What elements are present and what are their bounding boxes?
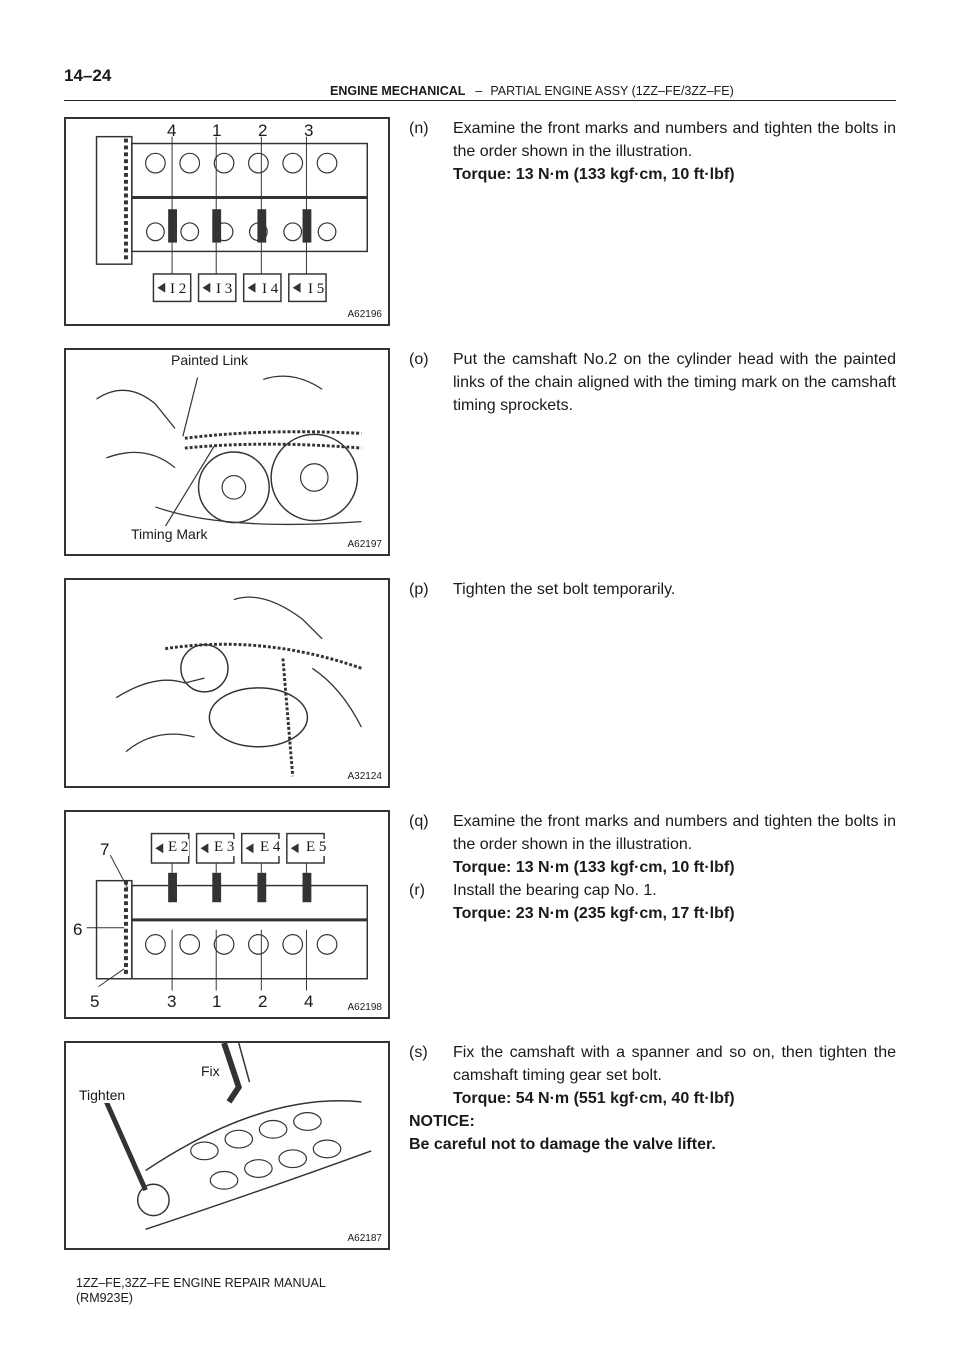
bolt-order-number: 6 bbox=[73, 920, 83, 939]
step-text: Examine the front marks and numbers and tighten the bolts in the order shown in the illustration. bbox=[453, 120, 896, 160]
illustration-hands-set-bolt bbox=[66, 580, 388, 786]
cap-mark: I 5 bbox=[308, 281, 325, 297]
figure-code: A62187 bbox=[347, 1233, 382, 1244]
bolt-order-number: 1 bbox=[212, 992, 222, 1011]
illustration-chain-sprockets bbox=[66, 350, 388, 554]
torque-spec: Torque: 54 N·m (551 kgf·cm, 40 ft·lbf) bbox=[453, 1090, 735, 1107]
figure-camshaft-bearing-caps-exhaust bbox=[64, 810, 390, 1019]
step-s bbox=[409, 1041, 896, 1156]
figure-fix-and-tighten bbox=[64, 1041, 390, 1250]
figure-camshaft-bearing-caps-intake bbox=[64, 117, 390, 326]
torque-spec: Torque: 23 N·m (235 kgf·cm, 17 ft·lbf) bbox=[453, 905, 735, 922]
subsection-title: PARTIAL ENGINE ASSY (1ZZ–FE/3ZZ–FE) bbox=[490, 84, 734, 98]
bolt-order-number: 3 bbox=[167, 992, 177, 1011]
cap-mark: E 4 bbox=[260, 839, 281, 855]
step-letter: (s) bbox=[409, 1044, 428, 1061]
step-letter: (r) bbox=[409, 882, 425, 899]
cap-mark: I 4 bbox=[262, 281, 279, 297]
figure-code: A32124 bbox=[347, 771, 382, 782]
bolt-order-number: 5 bbox=[90, 992, 100, 1011]
step-letter: (p) bbox=[409, 581, 429, 598]
figure-code: A62198 bbox=[347, 1002, 382, 1013]
header-separator: – bbox=[475, 84, 483, 98]
footer bbox=[76, 1276, 326, 1306]
illustration-spanner-camshaft bbox=[66, 1043, 388, 1248]
step-letter: (q) bbox=[409, 813, 429, 830]
torque-spec: Torque: 13 N·m (133 kgf·cm, 10 ft·lbf) bbox=[453, 859, 735, 876]
bolt-order-number: 3 bbox=[304, 121, 314, 140]
step-text: Fix the camshaft with a spanner and so on, then tighten the camshaft timing gear set bolt. bbox=[453, 1044, 896, 1084]
step-p bbox=[409, 578, 896, 601]
step-text: Install the bearing cap No. 1. bbox=[453, 882, 657, 899]
bolt-order-number: 4 bbox=[304, 992, 314, 1011]
cap-mark: E 5 bbox=[306, 839, 327, 855]
figure-code: A62196 bbox=[347, 309, 382, 320]
cap-mark: E 3 bbox=[214, 839, 235, 855]
figure-code: A62197 bbox=[347, 539, 382, 550]
bolt-order-number: 4 bbox=[167, 121, 177, 140]
painted-link-label: Painted Link bbox=[171, 352, 249, 368]
notice-title: NOTICE: bbox=[409, 1113, 475, 1130]
step-n bbox=[409, 117, 896, 186]
bolt-order-number: 2 bbox=[258, 121, 268, 140]
bolt-order-number: 7 bbox=[100, 840, 110, 859]
page-number: 14–24 bbox=[64, 66, 112, 85]
tighten-label: Tighten bbox=[79, 1087, 126, 1103]
step-letter: (n) bbox=[409, 120, 429, 137]
fix-label: Fix bbox=[201, 1063, 220, 1079]
header-title bbox=[330, 84, 734, 98]
footer-manual-code: (RM923E) bbox=[76, 1291, 133, 1305]
torque-spec: Torque: 13 N·m (133 kgf·cm, 10 ft·lbf) bbox=[453, 166, 735, 183]
step-text: Put the camshaft No.2 on the cylinder head with the painted links of the chain aligned with the timing mark on the camshaft timing sprockets. bbox=[453, 351, 896, 414]
footer-manual-title: 1ZZ–FE,3ZZ–FE ENGINE REPAIR MANUAL bbox=[76, 1276, 326, 1290]
step-o bbox=[409, 348, 896, 417]
notice-text: Be careful not to damage the valve lifter. bbox=[409, 1136, 716, 1153]
step-text: Tighten the set bolt temporarily. bbox=[453, 581, 676, 598]
step-text: Examine the front marks and numbers and tighten the bolts in the order shown in the illustration. bbox=[453, 813, 896, 853]
bolt-order-number: 1 bbox=[212, 121, 222, 140]
step-letter: (o) bbox=[409, 351, 429, 368]
figure-set-bolt-temporary bbox=[64, 578, 390, 788]
header-rule bbox=[64, 100, 896, 101]
cap-mark: I 3 bbox=[216, 281, 233, 297]
timing-mark-label: Timing Mark bbox=[131, 526, 208, 542]
step-q bbox=[409, 810, 896, 925]
cap-mark: E 2 bbox=[168, 839, 189, 855]
cap-mark: I 2 bbox=[170, 281, 187, 297]
figure-painted-link-timing-mark bbox=[64, 348, 390, 556]
section-title: ENGINE MECHANICAL bbox=[330, 84, 466, 98]
bolt-order-number: 2 bbox=[258, 992, 268, 1011]
